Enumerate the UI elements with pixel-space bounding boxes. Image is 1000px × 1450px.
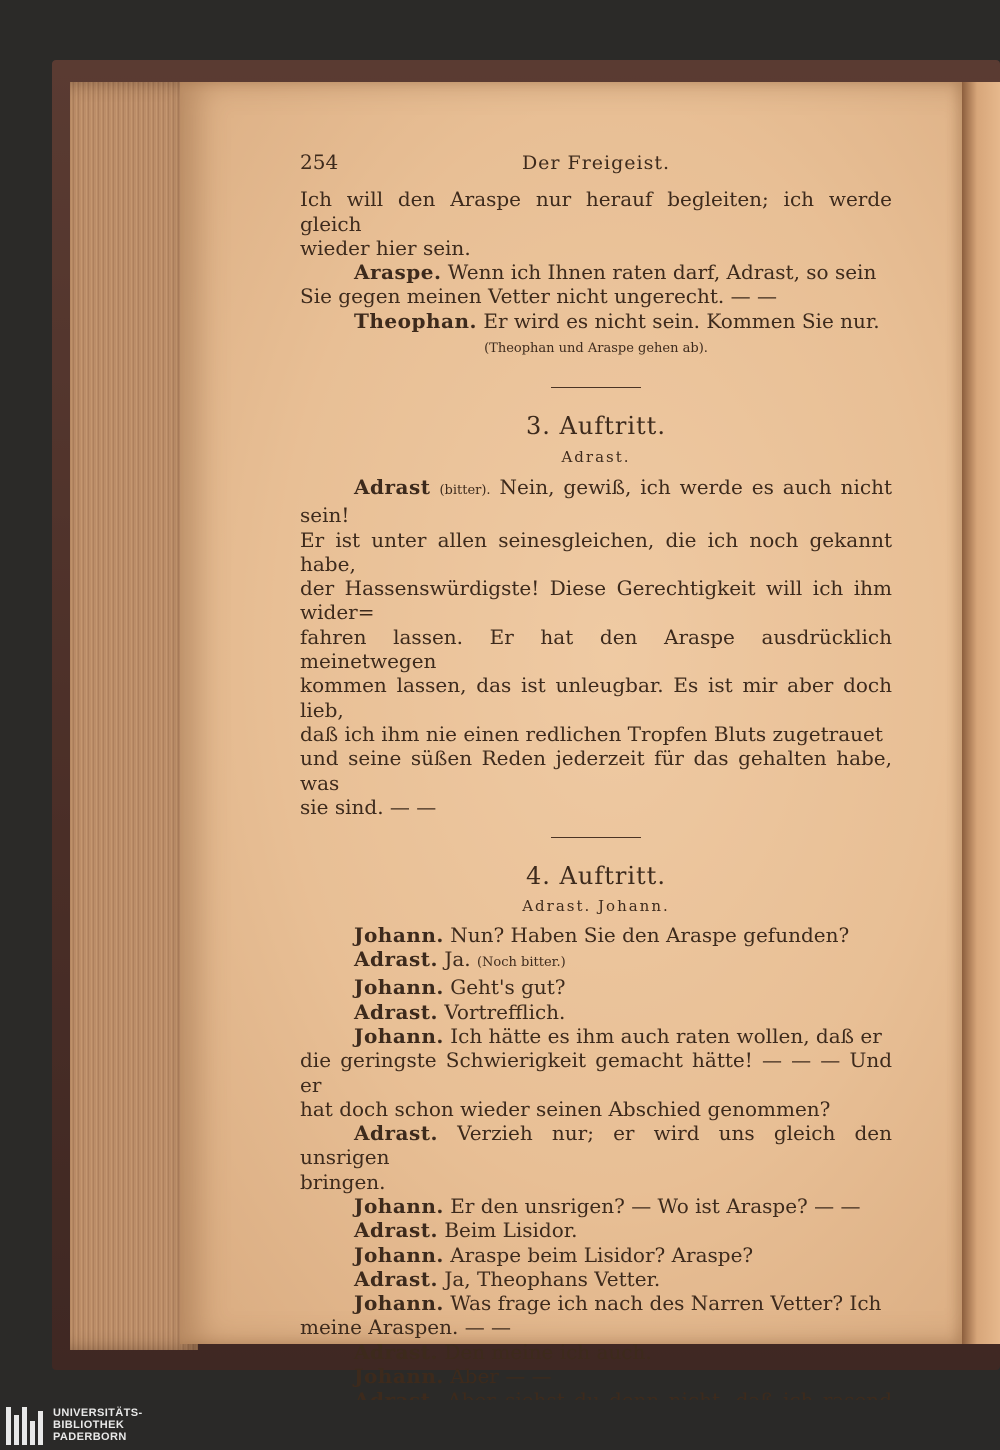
text-line: sie sind. — —: [300, 794, 437, 819]
scene-title: 4. Auftritt.: [526, 862, 666, 891]
text-line: Sie gegen meinen Vetter nicht ungerecht. — —: [300, 284, 777, 309]
speaker-name: Adrast.: [354, 1266, 438, 1291]
stage-direction: [300, 333, 892, 361]
speaker-name: Johann.: [354, 975, 444, 1000]
text-line: Was frage ich nach des Narren Vetter? Ich: [443, 1291, 882, 1316]
text-line: daß ich ihm nie einen redlichen Tropfen Bluts zugetrauet: [300, 721, 883, 746]
speaker-name: Johann.: [354, 1364, 444, 1389]
speaker-name: Johann.: [354, 1193, 444, 1218]
library-name-line: BIBLIOTHEK: [53, 1419, 125, 1431]
speaker-name: Adrast.: [354, 1218, 438, 1243]
text-line: wieder hier sein.: [300, 235, 471, 260]
dialogue-line: [300, 1291, 892, 1340]
dialogue-line: [300, 1340, 892, 1364]
page-text: [300, 150, 892, 1437]
dialogue-line: [300, 947, 892, 975]
speaker-name: Araspe.: [354, 260, 442, 285]
scene-characters: Adrast.: [561, 447, 631, 466]
speaker-name: Johann.: [354, 1291, 444, 1316]
text-line: meine Araspen. — —: [300, 1315, 512, 1340]
text-line: Wenn ich Ihnen raten darf, Adrast, so sein: [441, 260, 877, 285]
speaker-name: Adrast.: [354, 947, 438, 972]
text-line: Geht's gut?: [443, 975, 566, 1000]
dialogue-line: [300, 1121, 892, 1194]
text-line: kommen lassen, das ist unleugbar. Es ist mir aber doch lieb,: [300, 673, 892, 722]
dialogue-line: [300, 260, 892, 309]
page-header: [300, 150, 892, 175]
dialogue-line: [300, 975, 892, 999]
text-line: Er den unsrigen? — Wo ist Araspe? — —: [443, 1193, 861, 1218]
text-line: Vortrefflich.: [437, 999, 566, 1024]
text-line: Beim Lisidor.: [437, 1218, 578, 1243]
text-line: fahren lassen. Er hat den Araspe ausdrücklich meinetwegen: [300, 624, 892, 674]
text-line: Ja, Theophans Vetter.: [437, 1266, 661, 1291]
dialogue-line: [300, 1364, 892, 1388]
library-logo-icon: [6, 1405, 43, 1445]
page-number: 254: [300, 150, 339, 174]
text-line: Verzieh nur; er wird uns gleich den unsrigen: [300, 1121, 892, 1170]
text-line: bringen.: [300, 1169, 386, 1194]
text-line: Nun? Haben Sie den Araspe gefunden?: [443, 922, 850, 947]
dialogue-line: [300, 1194, 892, 1218]
speaker-name: Adrast.: [354, 999, 438, 1024]
speaker-name: Johann.: [354, 922, 444, 947]
running-title: Der Freigeist.: [521, 152, 671, 174]
dialogue-line: [300, 1000, 892, 1024]
stage-text: (Theophan und Araspe gehen ab).: [484, 341, 708, 357]
monologue: [300, 475, 892, 819]
paragraph: [300, 187, 892, 260]
text-line: Er wird es nicht sein. Kommen Sie nur.: [476, 308, 880, 333]
speaker-name: Johann.: [354, 1242, 444, 1267]
library-name: [53, 1407, 143, 1443]
text-line: Aber — —: [443, 1364, 552, 1389]
text-line: Nein, gewiß, ich werde es auch nicht sein!: [300, 474, 893, 528]
text-line: hat doch schon wieder seinen Abschied genommen?: [300, 1096, 831, 1121]
text-line: Ja.: [437, 947, 477, 972]
stage-text: (bitter).: [439, 482, 491, 498]
scene-characters: Adrast. Johann.: [522, 897, 670, 916]
speaker-name: Theophan.: [354, 308, 477, 333]
text-line: Den meine ich auch.: [437, 1339, 652, 1364]
dialogue-line: [300, 1267, 892, 1291]
dialogue-line: [300, 1218, 892, 1242]
text-line: Er ist unter allen seinesgleichen, die ich noch gekannt habe,: [300, 527, 892, 576]
speaker-name: Johann.: [354, 1023, 444, 1048]
text-line: und seine süßen Reden jederzeit für das gehalten habe, was: [300, 746, 892, 795]
text-line: Araspe beim Lisidor? Araspe?: [443, 1242, 754, 1267]
dialogue-line: [300, 1024, 892, 1121]
speaker-name: Adrast.: [354, 1121, 438, 1146]
library-name-line: PADERBORN: [53, 1431, 127, 1443]
text-line: die geringste Schwierigkeit gemacht hätte! — — — Und er: [300, 1048, 892, 1097]
library-banner: [0, 1400, 1000, 1450]
speaker-name: Adrast.: [354, 1339, 438, 1364]
facing-page-edge: [962, 82, 1000, 1344]
text-line: der Hassenswürdigste! Diese Gerechtigkeit will ich ihm wider=: [300, 576, 892, 625]
text-line: Ich will den Araspe nur herauf begleiten; ich werde gleich: [300, 187, 892, 236]
stage-text: (Noch bitter.): [476, 955, 566, 971]
dialogue-line: [300, 309, 892, 333]
dialogue-line: [300, 923, 892, 947]
text-line: Ich hätte es ihm auch raten wollen, daß er: [443, 1023, 882, 1048]
speaker-name: Adrast: [354, 474, 431, 499]
library-name-line: UNIVERSITÄTS-: [53, 1407, 143, 1419]
dialogue-line: [300, 1243, 892, 1267]
scene-title: 3. Auftritt.: [526, 412, 666, 441]
page-edges: [70, 82, 198, 1350]
